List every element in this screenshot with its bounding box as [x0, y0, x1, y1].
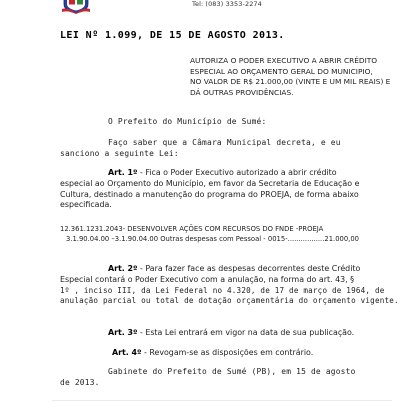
- article-3: [108, 328, 354, 339]
- saber-paragraph: [60, 138, 400, 160]
- gabinete-paragraph: [60, 367, 400, 389]
- article-2-line: anulação parcial ou total de dotação orçamentária do orçamento vigente.: [60, 296, 399, 306]
- gabinete-line-2: de 2013.: [60, 377, 100, 387]
- municipal-crest-icon: [62, 0, 90, 14]
- law-summary-line: DÁ OUTRAS PROVIDÊNCIAS.: [190, 87, 294, 97]
- gabinete-line-1: Gabinete do Prefeito de Sumé (PB), em 15 de agosto: [108, 367, 356, 376]
- budget-expense-line: 3.1.90.04.00 –3.1.90.04.00 Outras despesas com Pessoal - 0015-.................21.000,00: [66, 234, 359, 243]
- article-1-line: Cultura, destinado a manutenção do programa do PROEJA, de forma abaixo: [60, 189, 359, 199]
- article-1-label: Art. 1º: [108, 168, 138, 177]
- article-1-line: especificada.: [60, 200, 112, 210]
- article-1: [60, 168, 400, 211]
- law-summary-line: NO VALOR DE R$ 21.000,00 (VINTE E UM MIL REAIS) E: [190, 77, 391, 86]
- law-summary: [190, 56, 402, 98]
- page-divider: [52, 400, 392, 401]
- article-4-label: Art. 4º: [112, 348, 142, 357]
- saber-line-2: sanciono a seguinte Lei:: [60, 148, 179, 158]
- budget-program-line: 12.361.1231.2043- DESENVOLVER AÇÕES COM RECURSOS DO FNDE -PROEJA: [60, 225, 324, 233]
- article-2: [60, 264, 400, 307]
- saber-line-1: Faço saber que a Câmara Municipal decreta, e eu: [108, 138, 341, 147]
- article-2-line: Especial contará o Poder Executivo com a anulação, na forma do art. 43, §: [60, 274, 355, 284]
- article-4: [112, 348, 313, 359]
- article-3-label: Art. 3º: [108, 328, 138, 337]
- article-4-text: - Revogam-se as disposições em contrário.: [141, 348, 314, 357]
- budget-allocation: [60, 225, 359, 244]
- article-1-line: especial ao Orçamento do Município, em favor da Secretaria de Educação e: [60, 178, 360, 188]
- law-title: LEI Nº 1.099, DE 15 DE AGOSTO 2013.: [60, 30, 285, 41]
- law-summary-line: AUTORIZA O PODER EXECUTIVO A ABRIR CRÉDITO: [190, 56, 378, 65]
- prefeito-paragraph: O Prefeito do Município de Sumé:: [108, 117, 267, 126]
- article-1-text: - Fica o Poder Executivo autorizado a abrir crédito: [137, 168, 337, 177]
- article-2-line: 1º , inciso III, da Lei Federal no 4.320, de 17 de março de 1964, de: [60, 285, 385, 295]
- article-2-label: Art. 2º: [108, 264, 138, 273]
- header-phone: Tel: (083) 3353-2274: [192, 0, 262, 8]
- article-3-text: - Esta Lei entrará em vigor na data de sua publicação.: [137, 328, 355, 337]
- article-2-text: - Para fazer face as despesas decorrentes deste Crédito: [137, 264, 361, 273]
- law-summary-line: ESPECIAL AO ORÇAMENTO GERAL DO MUNICIPIO,: [190, 66, 373, 76]
